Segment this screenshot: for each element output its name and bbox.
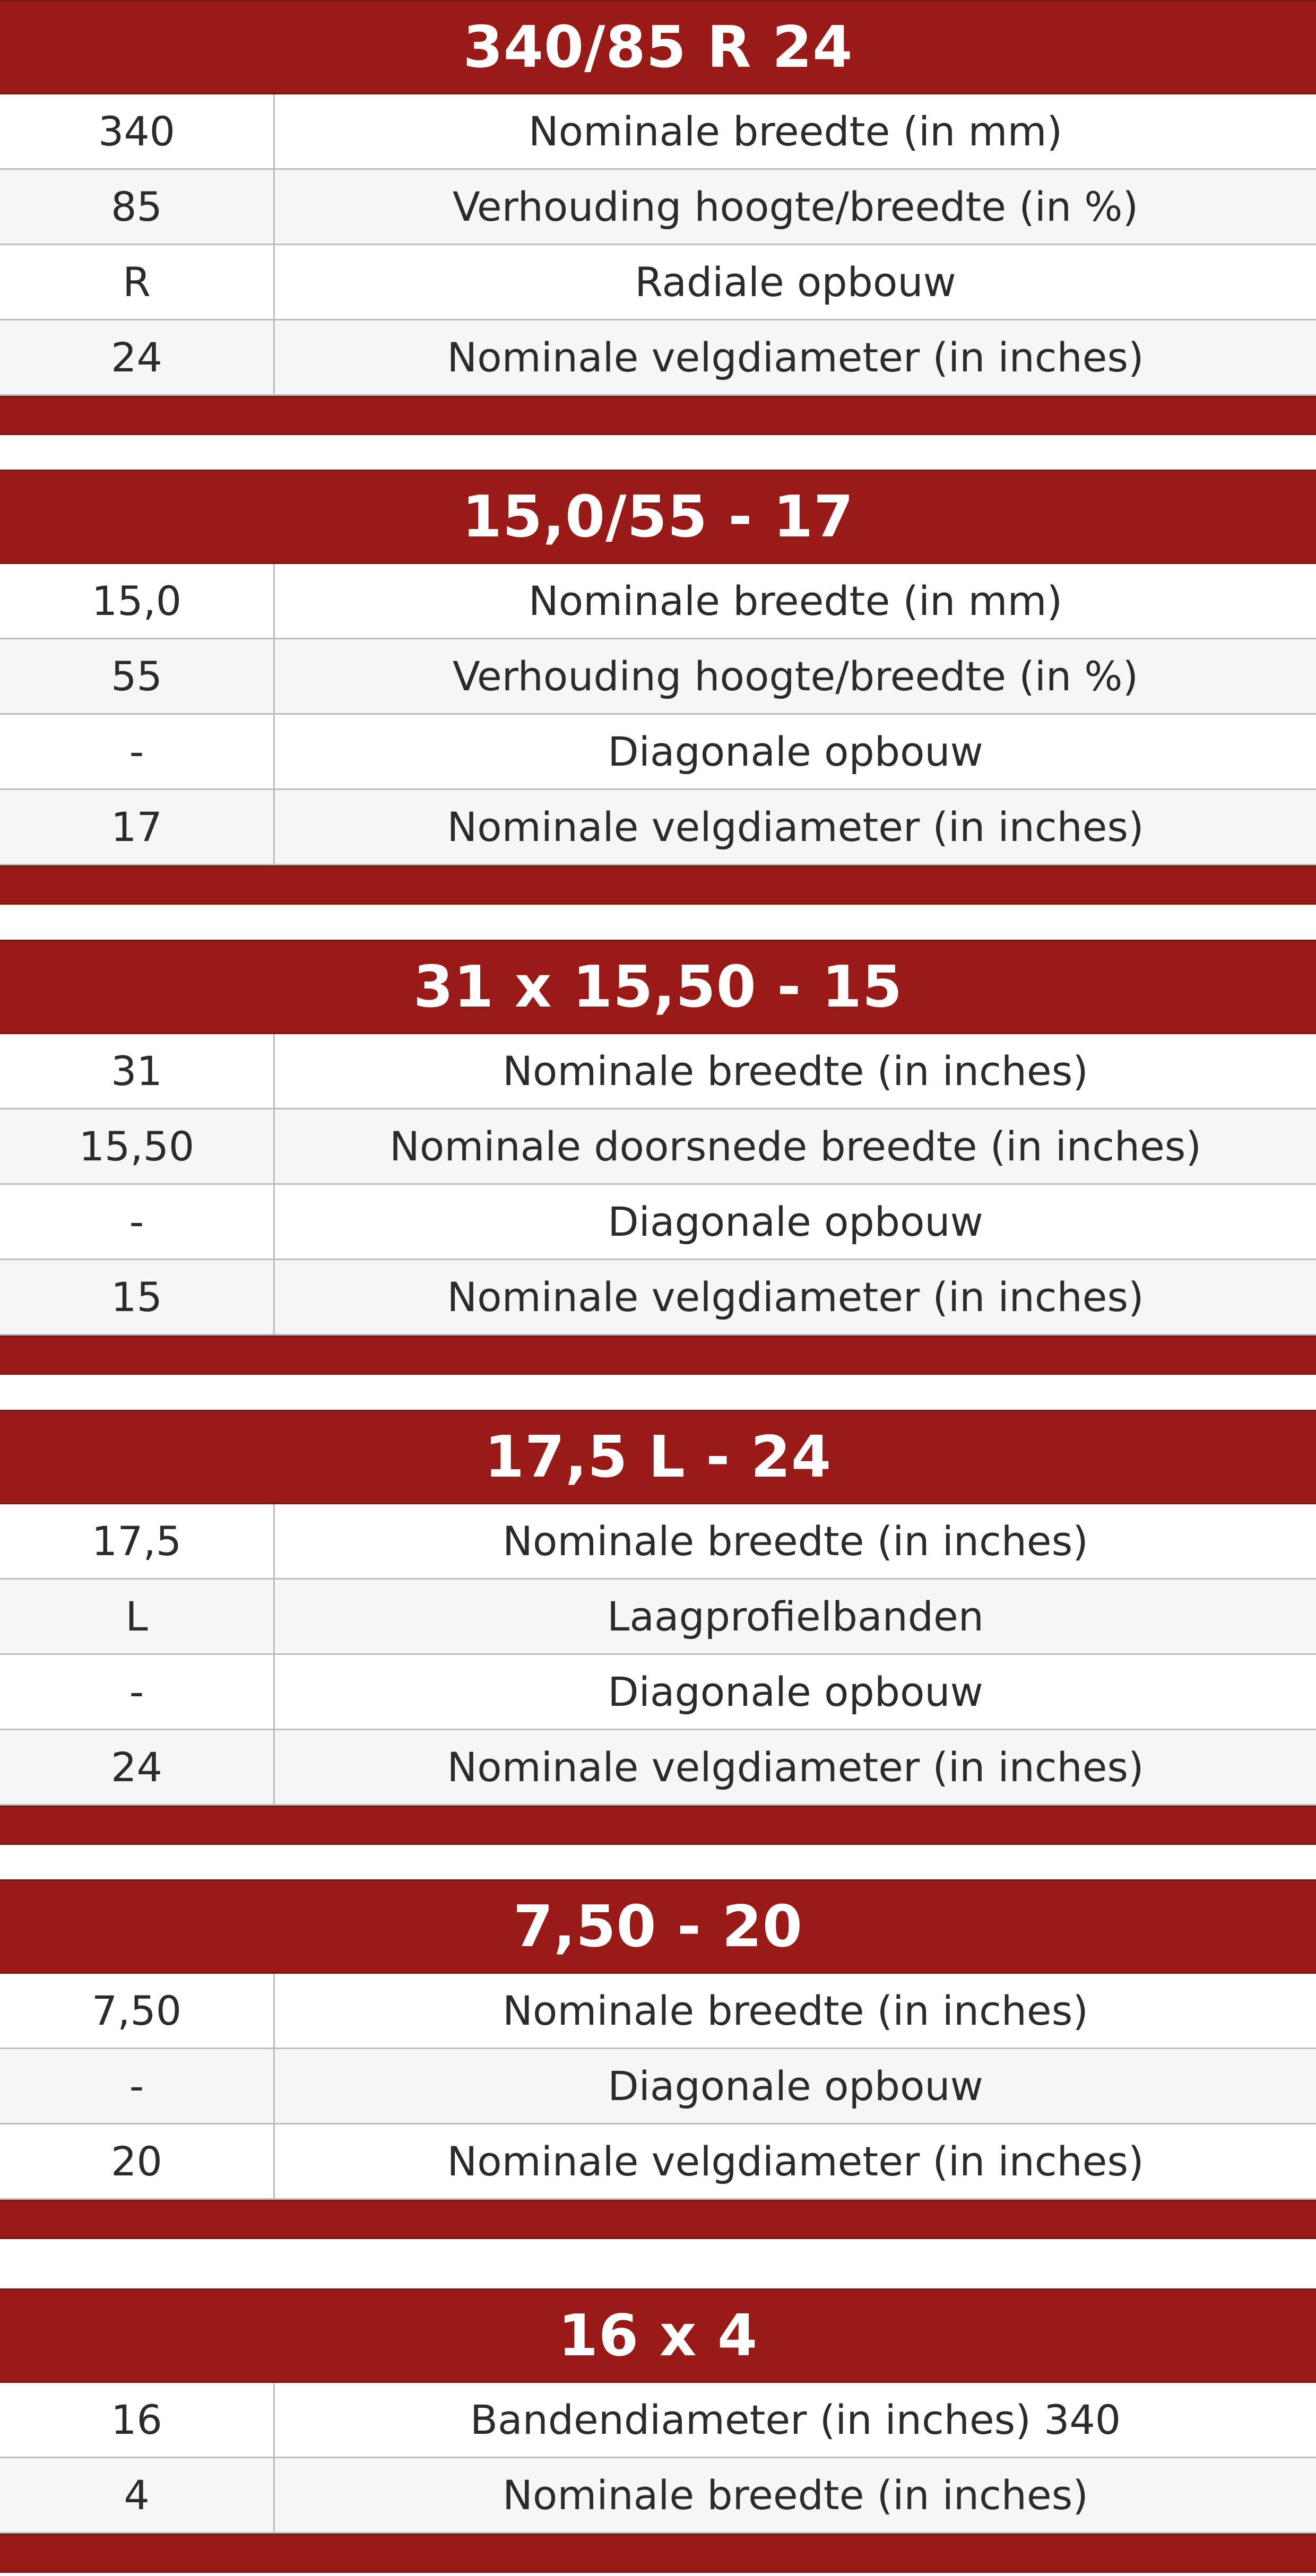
table-footer-bar <box>0 2534 1316 2573</box>
description-cell: Diagonale opbouw <box>608 728 983 775</box>
table-footer-bar <box>0 1806 1316 1845</box>
code-cell: 85 <box>0 170 275 244</box>
table-row <box>0 790 1316 865</box>
table-title: 17,5 L - 24 <box>0 1410 1316 1504</box>
description-cell: Verhouding hoogte/breedte (in %) <box>452 653 1139 700</box>
tire-table-1 <box>0 0 1316 435</box>
description-cell: Nominale velgdiameter (in inches) <box>447 803 1144 851</box>
table-row <box>0 564 1316 639</box>
code-cell: 7,50 <box>0 1974 275 2048</box>
code-cell: 31 <box>0 1034 275 1108</box>
description-cell: Nominale breedte (in mm) <box>528 577 1063 625</box>
description-cell: Nominale breedte (in inches) <box>503 2471 1088 2519</box>
table-footer-bar <box>0 865 1316 905</box>
code-cell: 16 <box>0 2383 275 2457</box>
code-cell: - <box>0 2049 275 2123</box>
table-title: 340/85 R 24 <box>0 0 1316 94</box>
description-cell: Nominale breedte (in mm) <box>528 108 1063 155</box>
description-cell: Nominale breedte (in inches) <box>503 1987 1088 2034</box>
code-cell: R <box>0 245 275 319</box>
description-cell: Nominale breedte (in inches) <box>503 1047 1088 1095</box>
tire-table-6 <box>0 2288 1316 2573</box>
description-cell: Diagonale opbouw <box>608 1198 983 1245</box>
code-cell: 24 <box>0 1730 275 1804</box>
table-row <box>0 1655 1316 1730</box>
table-row <box>0 2458 1316 2534</box>
table-row <box>0 2124 1316 2200</box>
code-cell: 17 <box>0 790 275 864</box>
table-title: 16 x 4 <box>0 2288 1316 2383</box>
table-row <box>0 1260 1316 1335</box>
description-cell: Nominale velgdiameter (in inches) <box>447 2138 1144 2185</box>
table-row <box>0 170 1316 245</box>
code-cell: 55 <box>0 639 275 713</box>
description-cell: Nominale velgdiameter (in inches) <box>447 1744 1144 1791</box>
table-footer-bar <box>0 2200 1316 2239</box>
table-row <box>0 715 1316 790</box>
description-cell: Nominale velgdiameter (in inches) <box>447 1273 1144 1321</box>
table-row <box>0 1504 1316 1580</box>
code-cell: L <box>0 1580 275 1653</box>
table-row <box>0 1974 1316 2049</box>
tire-table-2 <box>0 470 1316 905</box>
table-row <box>0 2049 1316 2124</box>
description-cell: Diagonale opbouw <box>608 1668 983 1715</box>
code-cell: - <box>0 715 275 788</box>
table-row <box>0 1109 1316 1185</box>
description-cell: Verhouding hoogte/breedte (in %) <box>452 183 1139 230</box>
table-footer-bar <box>0 396 1316 435</box>
table-row <box>0 2383 1316 2458</box>
table-row <box>0 320 1316 396</box>
code-cell: 15,50 <box>0 1109 275 1183</box>
code-cell: 17,5 <box>0 1504 275 1578</box>
description-cell: Radiale opbouw <box>635 258 956 306</box>
code-cell: - <box>0 1655 275 1729</box>
table-footer-bar <box>0 1335 1316 1375</box>
description-cell: Diagonale opbouw <box>608 2062 983 2110</box>
description-cell: Nominale breedte (in inches) <box>503 1517 1088 1565</box>
code-cell: 24 <box>0 320 275 394</box>
code-cell: 4 <box>0 2458 275 2532</box>
code-cell: 15 <box>0 1260 275 1334</box>
table-row <box>0 1730 1316 1806</box>
table-row <box>0 1185 1316 1260</box>
table-row <box>0 94 1316 170</box>
description-cell: Laagprofielbanden <box>607 1593 984 1640</box>
tire-table-5 <box>0 1879 1316 2239</box>
tire-table-3 <box>0 940 1316 1375</box>
description-cell: Bandendiameter (in inches) 340 <box>470 2396 1121 2443</box>
table-row <box>0 1034 1316 1109</box>
table-title: 15,0/55 - 17 <box>0 470 1316 564</box>
tire-table-4 <box>0 1410 1316 1845</box>
description-cell: Nominale doorsnede breedte (in inches) <box>389 1123 1202 1170</box>
table-row <box>0 1580 1316 1655</box>
table-title: 7,50 - 20 <box>0 1879 1316 1974</box>
table-row <box>0 245 1316 320</box>
code-cell: 15,0 <box>0 564 275 638</box>
code-cell: 20 <box>0 2124 275 2198</box>
code-cell: - <box>0 1185 275 1259</box>
table-title: 31 x 15,50 - 15 <box>0 940 1316 1034</box>
table-row <box>0 639 1316 715</box>
description-cell: Nominale velgdiameter (in inches) <box>447 334 1144 381</box>
code-cell: 340 <box>0 94 275 168</box>
